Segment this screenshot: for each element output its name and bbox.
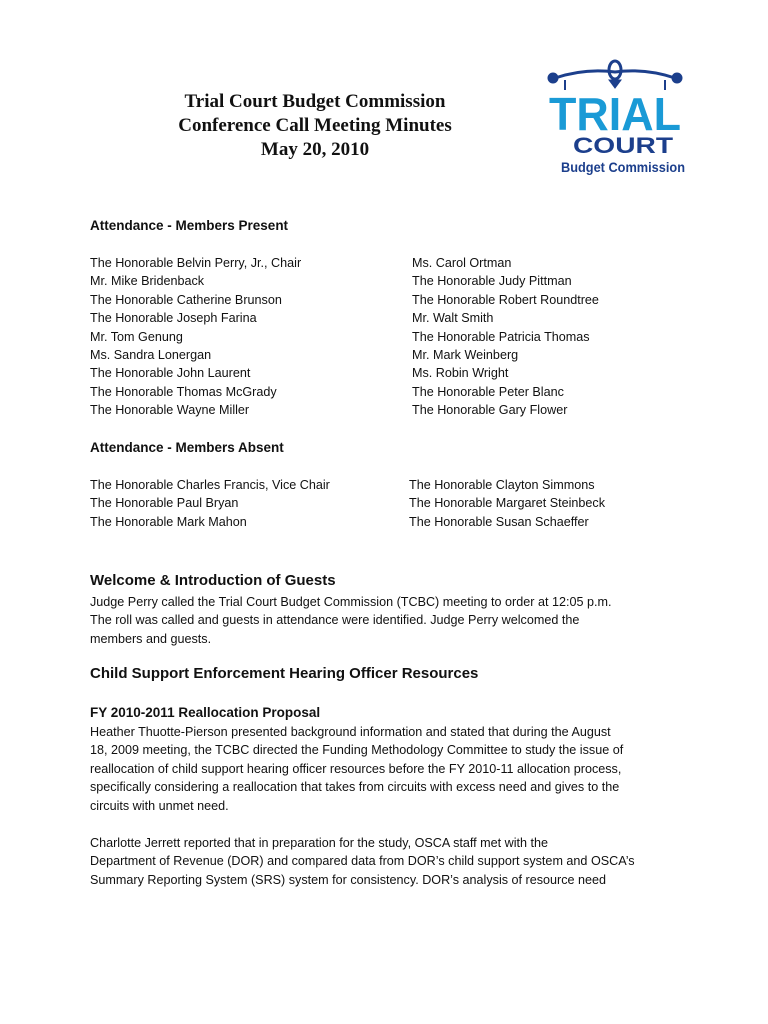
- paragraph-line: Summary Reporting System (SRS) system for consistency. DOR’s analysis of resource need: [90, 872, 607, 887]
- absent-left-column: [90, 476, 330, 531]
- list-item: The Honorable Wayne Miller: [90, 403, 250, 418]
- child-support-heading: Child Support Enforcement Hearing Officer Resources: [90, 665, 479, 682]
- present-right-column: [412, 254, 599, 420]
- present-left-column: [90, 254, 301, 420]
- list-item: The Honorable Judy Pittman: [412, 274, 572, 289]
- paragraph-line: specifically considering a reallocation that takes from circuits with excess need and gives to the: [90, 780, 620, 795]
- absent-right-column: [409, 476, 605, 531]
- list-item: Mr. Walt Smith: [412, 311, 494, 326]
- logo-word-court: COURT: [573, 133, 674, 158]
- paragraph-line: circuits with unmet need.: [90, 798, 229, 813]
- paragraph-line: Heather Thuotte-Pierson presented background information and stated that during the August: [90, 725, 611, 739]
- list-item: The Honorable Joseph Farina: [90, 311, 257, 326]
- list-item: The Honorable Charles Francis, Vice Chair: [90, 478, 330, 492]
- list-item: The Honorable Gary Flower: [412, 403, 568, 418]
- list-item: The Honorable Margaret Steinbeck: [409, 496, 606, 511]
- attendance-present-heading: Attendance - Members Present: [90, 218, 289, 233]
- list-item: Mr. Tom Genung: [90, 329, 183, 344]
- list-item: The Honorable Mark Mahon: [90, 514, 247, 529]
- list-item: The Honorable Clayton Simmons: [409, 478, 595, 492]
- paragraph-line: reallocation of child support hearing officer resources before the FY 2010-11 allocation process,: [90, 761, 622, 776]
- list-item: The Honorable Belvin Perry, Jr., Chair: [90, 256, 302, 270]
- list-item: The Honorable Paul Bryan: [90, 496, 239, 511]
- logo-ornament-icon: [548, 61, 682, 90]
- list-item: The Honorable Catherine Brunson: [90, 292, 282, 307]
- tcbc-logo: [545, 58, 685, 178]
- list-item: Ms. Carol Ortman: [412, 256, 512, 270]
- list-item: The Honorable Thomas McGrady: [90, 384, 277, 399]
- paragraph-line: members and guests.: [90, 631, 212, 646]
- list-item: The Honorable Robert Roundtree: [412, 292, 599, 307]
- title-line-3: May 20, 2010: [260, 139, 370, 160]
- welcome-paragraph: [90, 593, 690, 648]
- list-item: The Honorable Peter Blanc: [412, 384, 564, 399]
- paragraph-line: Department of Revenue (DOR) and compared data from DOR’s child support system and OSCA’s: [90, 854, 635, 869]
- list-item: The Honorable Patricia Thomas: [412, 329, 590, 344]
- reallocation-paragraph-1: [90, 723, 690, 815]
- list-item: Mr. Mark Weinberg: [412, 348, 519, 363]
- paragraph-line: Charlotte Jerrett reported that in preparation for the study, OSCA staff met with the: [90, 836, 549, 850]
- list-item: Ms. Sandra Lonergan: [90, 348, 212, 363]
- logo-word-trial: TRIAL: [549, 88, 681, 140]
- attendance-absent-heading: Attendance - Members Absent: [90, 440, 284, 455]
- paragraph-line: 18, 2009 meeting, the TCBC directed the Funding Methodology Committee to study the issue of: [90, 743, 624, 758]
- welcome-heading: Welcome & Introduction of Guests: [90, 572, 336, 589]
- document-title: [120, 90, 510, 162]
- logo-word-budget-commission: Budget Commission: [561, 159, 685, 175]
- reallocation-paragraph-2: [90, 834, 690, 889]
- paragraph-line: The roll was called and guests in attendance were identified. Judge Perry welcomed the: [90, 613, 580, 628]
- list-item: Mr. Mike Bridenback: [90, 274, 205, 289]
- title-line-1: Trial Court Budget Commission: [184, 91, 446, 112]
- title-line-2: Conference Call Meeting Minutes: [178, 115, 452, 136]
- list-item: Ms. Robin Wright: [412, 366, 509, 381]
- paragraph-line: Judge Perry called the Trial Court Budget Commission (TCBC) meeting to order at 12:05 p.m.: [90, 595, 612, 609]
- list-item: The Honorable John Laurent: [90, 366, 251, 381]
- reallocation-subheading: FY 2010-2011 Reallocation Proposal: [90, 705, 321, 720]
- list-item: The Honorable Susan Schaeffer: [409, 514, 589, 529]
